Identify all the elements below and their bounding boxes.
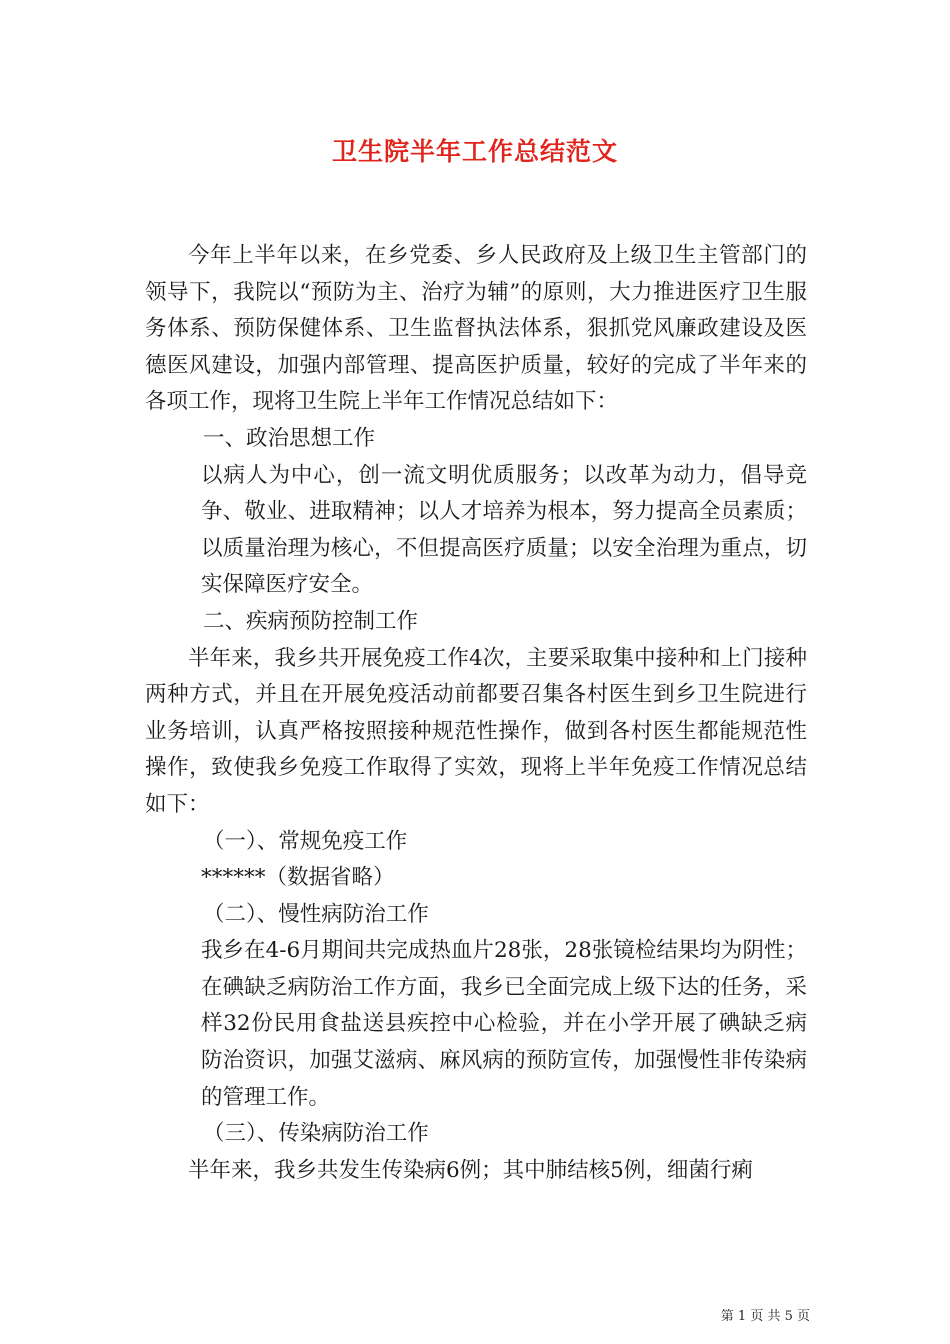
paragraph-political-work: 以病人为中心，创一流文明优质服务；以改革为动力，倡导竞争、敬业、进取精神；以人才培养为根本，努力提高全员素质；以质量治理为核心，不但提高医疗质量；以安全治理为重点，切实保障医疗安全。 [201,462,807,598]
paragraph-disease-prevention: 半年来，我乡共开展免疫工作4次，主要采取集中接种和上门接种两种方式，并且在开展免疫活动前都要召集各村医生到乡卫生院进行业务培训，认真严格按照接种规范性操作，做到各村医生都能规范性操作，致使我乡免疫工作取得了实效，现将上半年免疫工作情况总结如下： [145,645,807,817]
document-title: 卫生院半年工作总结范文 [331,137,618,166]
subheading-infectious-disease: （三）、传染病防治工作 [203,1121,429,1147]
heading-disease-prevention: 二、疾病预防控制工作 [203,608,419,634]
page-number: 第 1 页 共 5 页 [720,1309,810,1324]
subheading-chronic-disease: （二）、慢性病防治工作 [203,901,429,927]
paragraph-chronic-disease: 我乡在4-6月期间共完成热血片28张，28张镜检结果均为阴性；在碘缺乏病防治工作方面，我乡已全面完成上级下达的任务，采样32份民用食盐送县疾控中心检验，并在小学开展了碘缺乏病防治资识，加强艾滋病、麻风病的预防宣传，加强慢性非传染病的管理工作。 [201,938,807,1110]
subheading-routine-immunization: （一）、常规免疫工作 [203,828,408,854]
heading-political-work: 一、政治思想工作 [203,425,376,451]
paragraph-intro: 今年上半年以来，在乡党委、乡人民政府及上级卫生主管部门的领导下，我院以“预防为主、治疗为辅”的原则，大力推进医疗卫生服务体系、预防保健体系、卫生监督执法体系，狠抓党风廉政建设及医德医风建设，加强内部管理、提高医护质量，较好的完成了半年来的各项工作，现将卫生院上半年工作情况总结如下： [145,243,807,415]
paragraph-data-omitted: ******（数据省略） [201,865,395,891]
document-body [145,238,807,1189]
paragraph-infectious-disease: 半年来，我乡共发生传染病6例；其中肺结核5例，细菌行痢 [188,1157,753,1183]
